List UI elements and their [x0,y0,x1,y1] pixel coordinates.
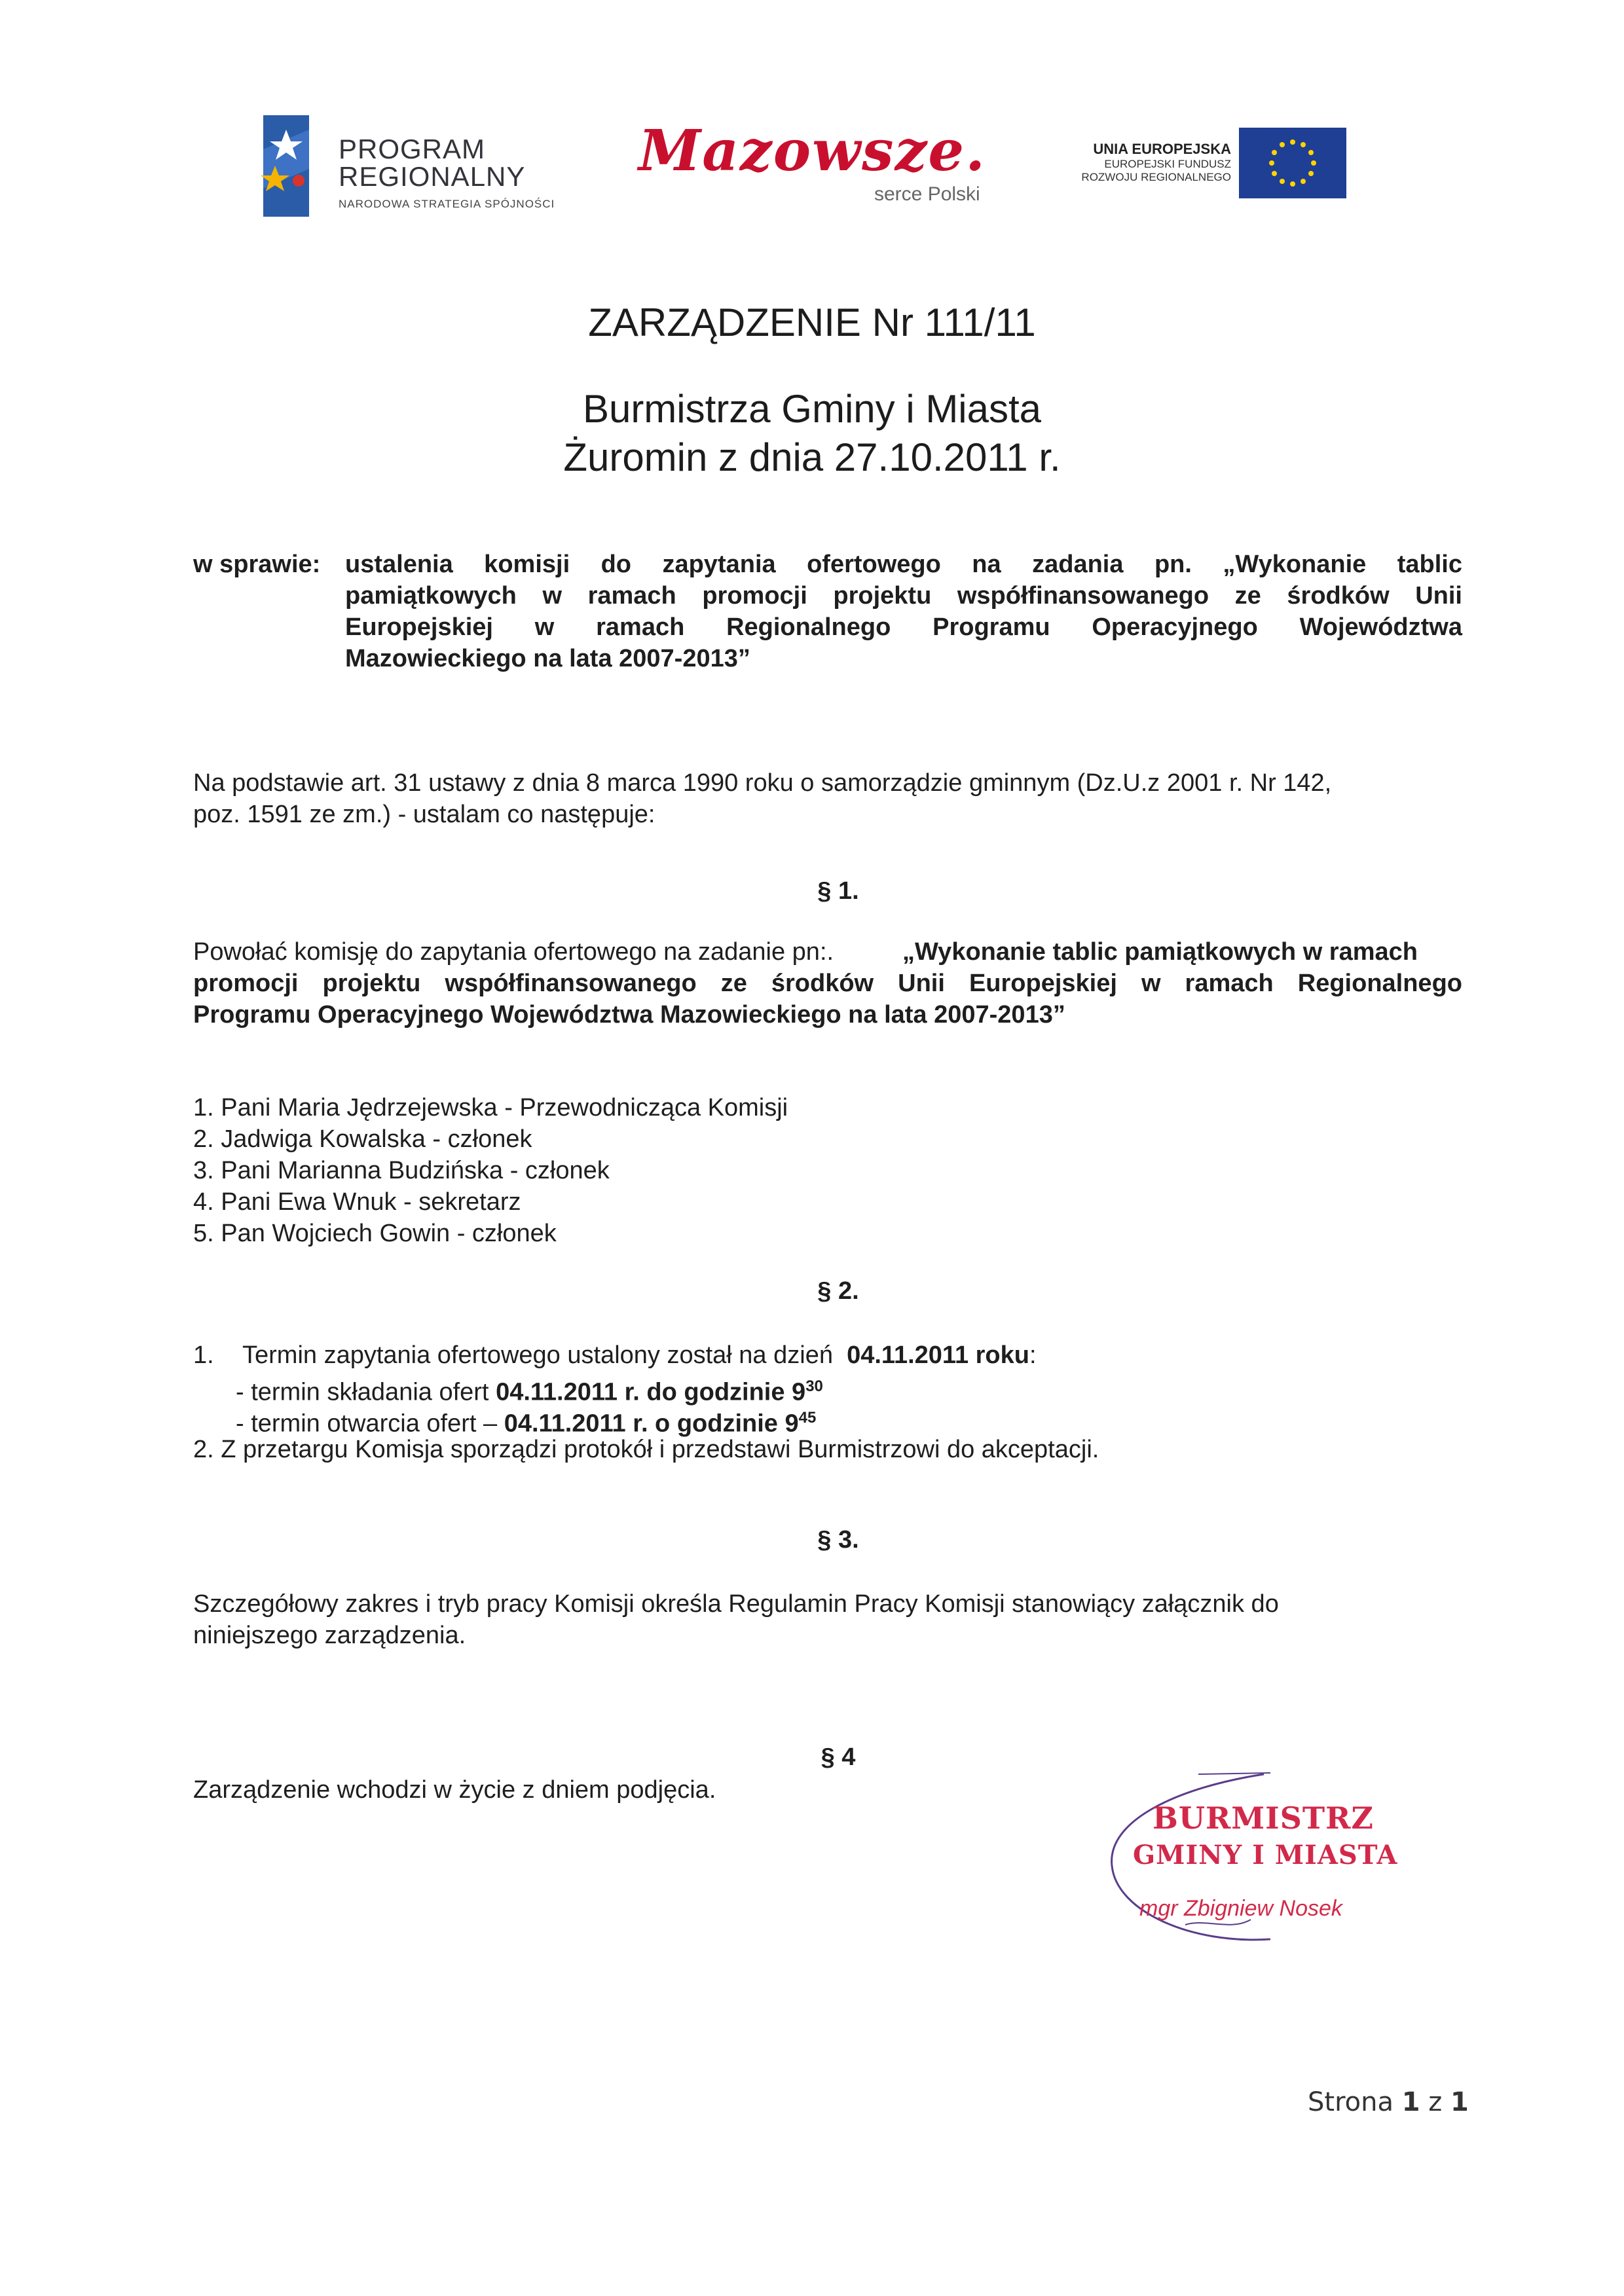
section1-task-line3: Programu Operacyjnego Województwa Mazowieckiego na lata 2007-2013” [193,1001,1065,1029]
page-total: 1 [1450,2087,1469,2117]
document-issuer: Burmistrza Gminy i Miasta [582,387,1042,431]
list-item: 3. Pani Marianna Budzińska - członek [193,1157,610,1184]
program-regionalny-logo [257,110,623,221]
eu-logo [1035,128,1362,206]
subject-line1: ustalenia komisji do zapytania ofertowego na zadania pn. „Wykonanie tablic [345,551,1462,578]
section4-heading: § 4 [821,1743,856,1771]
list-item: 5. Pan Wojciech Gowin - członek [193,1220,557,1247]
section3-line2: niniejszego zarządzenia. [193,1622,466,1649]
ue-line2: EUROPEJSKI FUNDUSZ [1104,158,1231,170]
mazowsze-wordmark: Mazowsze. [638,118,987,184]
sub2-text: - termin otwarcia ofert – [236,1410,498,1438]
subject-line4: Mazowieckiego na lata 2007-2013” [345,645,750,672]
program-line2: REGIONALNY [339,161,526,192]
section1-heading: § 1. [817,877,859,905]
mazowsze-logo [632,118,1012,216]
stamp-line2: GMINY I MIASTA [1133,1840,1398,1870]
subject-line3: Europejskiej w ramach Regionalnego Programu Operacyjnego Województwa [345,613,1462,641]
section2-heading: § 2. [817,1277,859,1305]
sub2-sup: 45 [798,1409,817,1427]
item1-end: : [1029,1341,1037,1369]
section2-item1 [242,1339,1037,1371]
subject-line2: pamiątkowych w ramach promocji projektu współfinansowanego ze środków Unii [345,582,1462,610]
item1-text: Termin zapytania ofertowego ustalony został na dzień [242,1341,833,1369]
subject-label: w sprawie: [193,551,321,578]
ue-line1: UNIA EUROPEJSKA [1093,141,1231,157]
program-line1: PROGRAM [339,134,486,164]
official-stamp [1100,1768,1414,1964]
stamp-line1: BURMISTRZ [1153,1800,1374,1836]
list-item: 1. Pani Maria Jędrzejewska - Przewodnicząca Komisji [193,1094,788,1121]
section4-text: Zarządzenie wchodzi w życie z dniem podjęcia. [193,1776,716,1804]
sub1-bold: 04.11.2011 r. do godzinie 9 [496,1378,806,1406]
basis-line2: poz. 1591 ze zm.) - ustalam co następuje: [193,801,655,828]
section3-heading: § 3. [817,1526,859,1554]
page-number [1308,2087,1469,2117]
document-title: ZARZĄDZENIE Nr 111/11 [588,301,1036,344]
ue-line3: ROZWOJU REGIONALNEGO [1081,171,1231,183]
document-date: Żuromin z dnia 27.10.2011 r. [563,435,1061,479]
program-regionalny-emblem-icon [257,110,316,221]
page-current: 1 [1401,2087,1420,2117]
sub1-text: - termin składania ofert [236,1378,489,1406]
program-line3: NARODOWA STRATEGIA SPÓJNOŚCI [339,198,555,210]
section1-task-line2: promocji projektu współfinansowanego ze środków Unii Europejskiej w ramach Regionalnego [193,970,1462,997]
section1-task-line1: „Wykonanie tablic pamiątkowych w ramach [902,938,1418,966]
sub1-sup: 30 [805,1377,823,1395]
list-item: 4. Pani Ewa Wnuk - sekretarz [193,1188,521,1216]
basis-line1: Na podstawie art. 31 ustawy z dnia 8 marca 1990 roku o samorządzie gminnym (Dz.U.z 2001 r. Nr 142, [193,769,1332,797]
stamp-line3: mgr Zbigniew Nosek [1139,1896,1342,1921]
mazowsze-tagline: serce Polski [874,183,980,205]
section1-intro: Powołać komisję do zapytania ofertowego na zadanie pn:. [193,938,834,966]
sub2-bold: 04.11.2011 r. o godzinie 9 [504,1410,799,1438]
item1-date: 04.11.2011 roku [847,1341,1029,1369]
eu-flag-icon [1239,128,1346,198]
section3-line1: Szczegółowy zakres i tryb pracy Komisji określa Regulamin Pracy Komisji stanowiący załącznik do [193,1590,1279,1618]
members-list [193,1092,788,1249]
page-label: Strona [1308,2087,1393,2117]
section2-item2: 2. Z przetargu Komisja sporządzi protokół i przedstawi Burmistrzowi do akceptacji. [193,1436,1099,1463]
page-of: z [1428,2087,1443,2117]
section2-item1-number: 1. [193,1341,214,1369]
list-item: 2. Jadwiga Kowalska - członek [193,1125,532,1153]
